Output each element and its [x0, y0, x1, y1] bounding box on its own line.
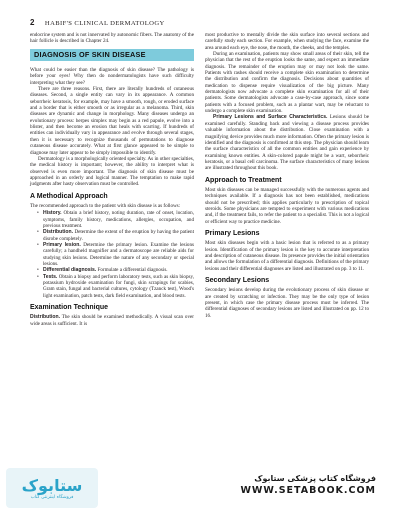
running-title: HABIF'S CLINICAL DERMATOLOGY — [44, 20, 165, 27]
paragraph: During an examination, patients may show small areas of their skin, tell the physician that the rest of the eruption looks the same, and expect an immediate diagnosis. The remainder of the eruption may or may not look the same. Patients with rashes should receive a complete skin examination to determine the distribution and confirm the diagnosis. Decisions about quantities of medication to dispense require visualization of the big picture. Many dermatologists now advocate a complete skin examination for all of their patients. Some dermatologists advocate a case-by-case approach, since some patients with a focused problem, such as a plantar wart, may be reluctant to undergo a complete skin examination. — [205, 51, 369, 115]
subheading-approach-to-treatment: Approach to Treatment — [205, 176, 282, 184]
subheading-secondary-lesions: Secondary Lesions — [205, 277, 270, 285]
promo-text — [240, 474, 376, 496]
paragraph: endocrine system and is not innervated by autonomic fibers. The anatomy of the hair follicle is described in Chapter 24. — [30, 32, 194, 45]
list-item: • Differential diagnosis. Formulate a differential diagnosis. — [38, 267, 194, 273]
running-header — [30, 18, 370, 28]
subheading-examination-technique: Examination Technique — [30, 304, 109, 312]
promo-persian: فروشگاه کتاب پزشکی ستابوک — [254, 474, 376, 483]
logo-mark: ستابوک — [21, 475, 83, 495]
left-column — [30, 32, 194, 327]
watermark-footer — [0, 464, 400, 512]
section-heading: DIAGNOSIS OF SKIN DISEASE — [30, 49, 194, 61]
setabook-logo[interactable] — [6, 468, 98, 508]
paragraph: Secondary lesions develop during the evolutionary process of skin disease or are created by scratching or infection. They may be the only type of lesion present, in which case the primary disease process must be inferred. The differential diagnoses of secondary lesions are listed and illustrated on pp. 12 to 16. — [205, 287, 369, 319]
paragraph: What could be easier than the diagnosis of skin disease? The pathology is before your eyes! Why then do nondermatologists have such difficulty interpreting what they see? — [30, 67, 194, 86]
list-item: • History. Obtain a brief history, noting duration, rate of onset, location, symptoms, family history, medications, allergies, occupation, and previous treatment. — [38, 210, 194, 229]
paragraph: There are three reasons. First, there are literally hundreds of cutaneous diseases. Second, a single entity can vary in its appearance. A common seborrheic keratosis, for example, may have a smooth, rough, or eroded surface and a border that is either smooth or as irregular as a melanoma. Third, skin diseases are dynamic and change in morphology. Many diseases undergo an evolutionary process: herpes simplex may begin as a red papule, evolve into a blister, and then become an erosion that heals with scarring. If hundreds of entities can individually vary in appearance and evolve through several stages, then it is necessary to recognize thousands of permutations to diagnose cutaneous disease accurately. What at first glance appeared to be simple to diagnose may later appear to be simply impossible to identify. — [30, 86, 194, 156]
paragraph: Primary Lesions and Surface Characteristics. Lesions should be examined carefully. Standing back and viewing a disease process provides valuable information about the distribution. Close examination with a magnifying device provides much more information. Often the primary lesion is identified and the diagnosis is confirmed at this step. The physician should learn the surface characteristics of all the common entities and gain experience by examining known entities. A skin-colored papule might be a wart, seborrheic keratosis, or a basal cell carcinoma. The surface characteristics of many lesions are illustrated throughout this book. — [205, 114, 369, 172]
list-item: • Primary lesion. Determine the primary lesion. Examine the lesions carefully; a handheld magnifier and a dermatoscope are reliable aids for studying skin lesions. Determine the nature of any secondary or special lesions. — [38, 242, 194, 267]
list-item: • Distribution. Determine the extent of the eruption by having the patient disrobe completely. — [38, 229, 194, 242]
page-number: 2 — [30, 18, 35, 27]
right-column — [205, 32, 369, 319]
paragraph: Most skin diseases begin with a basic lesion that is referred to as a primary lesion. Identification of the primary lesion is the key to accurate interpretation and description of cutaneous disease. Its presence provides the initial orientation and allows the formulation of a differential diagnosis. Definitions of the primary lesions and their differential diagnoses are listed and illustrated on pp. 3 to 11. — [205, 240, 369, 272]
subheading-methodical-approach: A Methodical Approach — [30, 192, 108, 200]
list-item: • Tests. Obtain a biopsy and perform laboratory tests, such as skin biopsy, potassium hydroxide examination for fungi, skin scrapings for scabies, Gram stain, fungal and bacterial cultures, cytology (Tzanck test), Wood's light examination, patch tests, dark field examination, and blood tests. — [38, 274, 194, 299]
paragraph: The recommended approach to the patient with skin disease is as follows: — [30, 202, 181, 209]
paragraph: Distribution. The skin should be examined methodically. A visual scan over wide areas is sufficient. It is — [30, 314, 194, 327]
paragraph: most productive to mentally divide the skin surface into several sections and carefully study each section. For example, when studying the face, examine the area around each eye, the nose, the mouth, the cheeks, and the temples. — [205, 32, 369, 51]
approach-list — [30, 210, 194, 299]
paragraph: Dermatology is a morphologically oriented specialty. As in other specialties, the medical history is important; however, the ability to interpret what is observed is even more important. The diagnosis of skin disease must be approached in an orderly and logical manner. The temptation to make rapid judgments after hasty observation must be controlled. — [30, 155, 194, 188]
paragraph: Most skin diseases can be managed successfully with the numerous agents and techniques available. If a diagnosis has not been established, medications should not be prescribed; this applies particularly to prescription of topical steroids. Some physicians are tempted to experiment with various medications and, if the treatment fails, to refer the patient to a specialist. This is not a logical or efficient way to practice medicine. — [205, 186, 369, 225]
logo-subtitle: فروشگاه اینترنتی کتاب — [30, 494, 74, 500]
promo-url[interactable]: WWW.SETABOOK.COM — [240, 485, 376, 496]
subheading-primary-lesions: Primary Lesions — [205, 229, 260, 237]
